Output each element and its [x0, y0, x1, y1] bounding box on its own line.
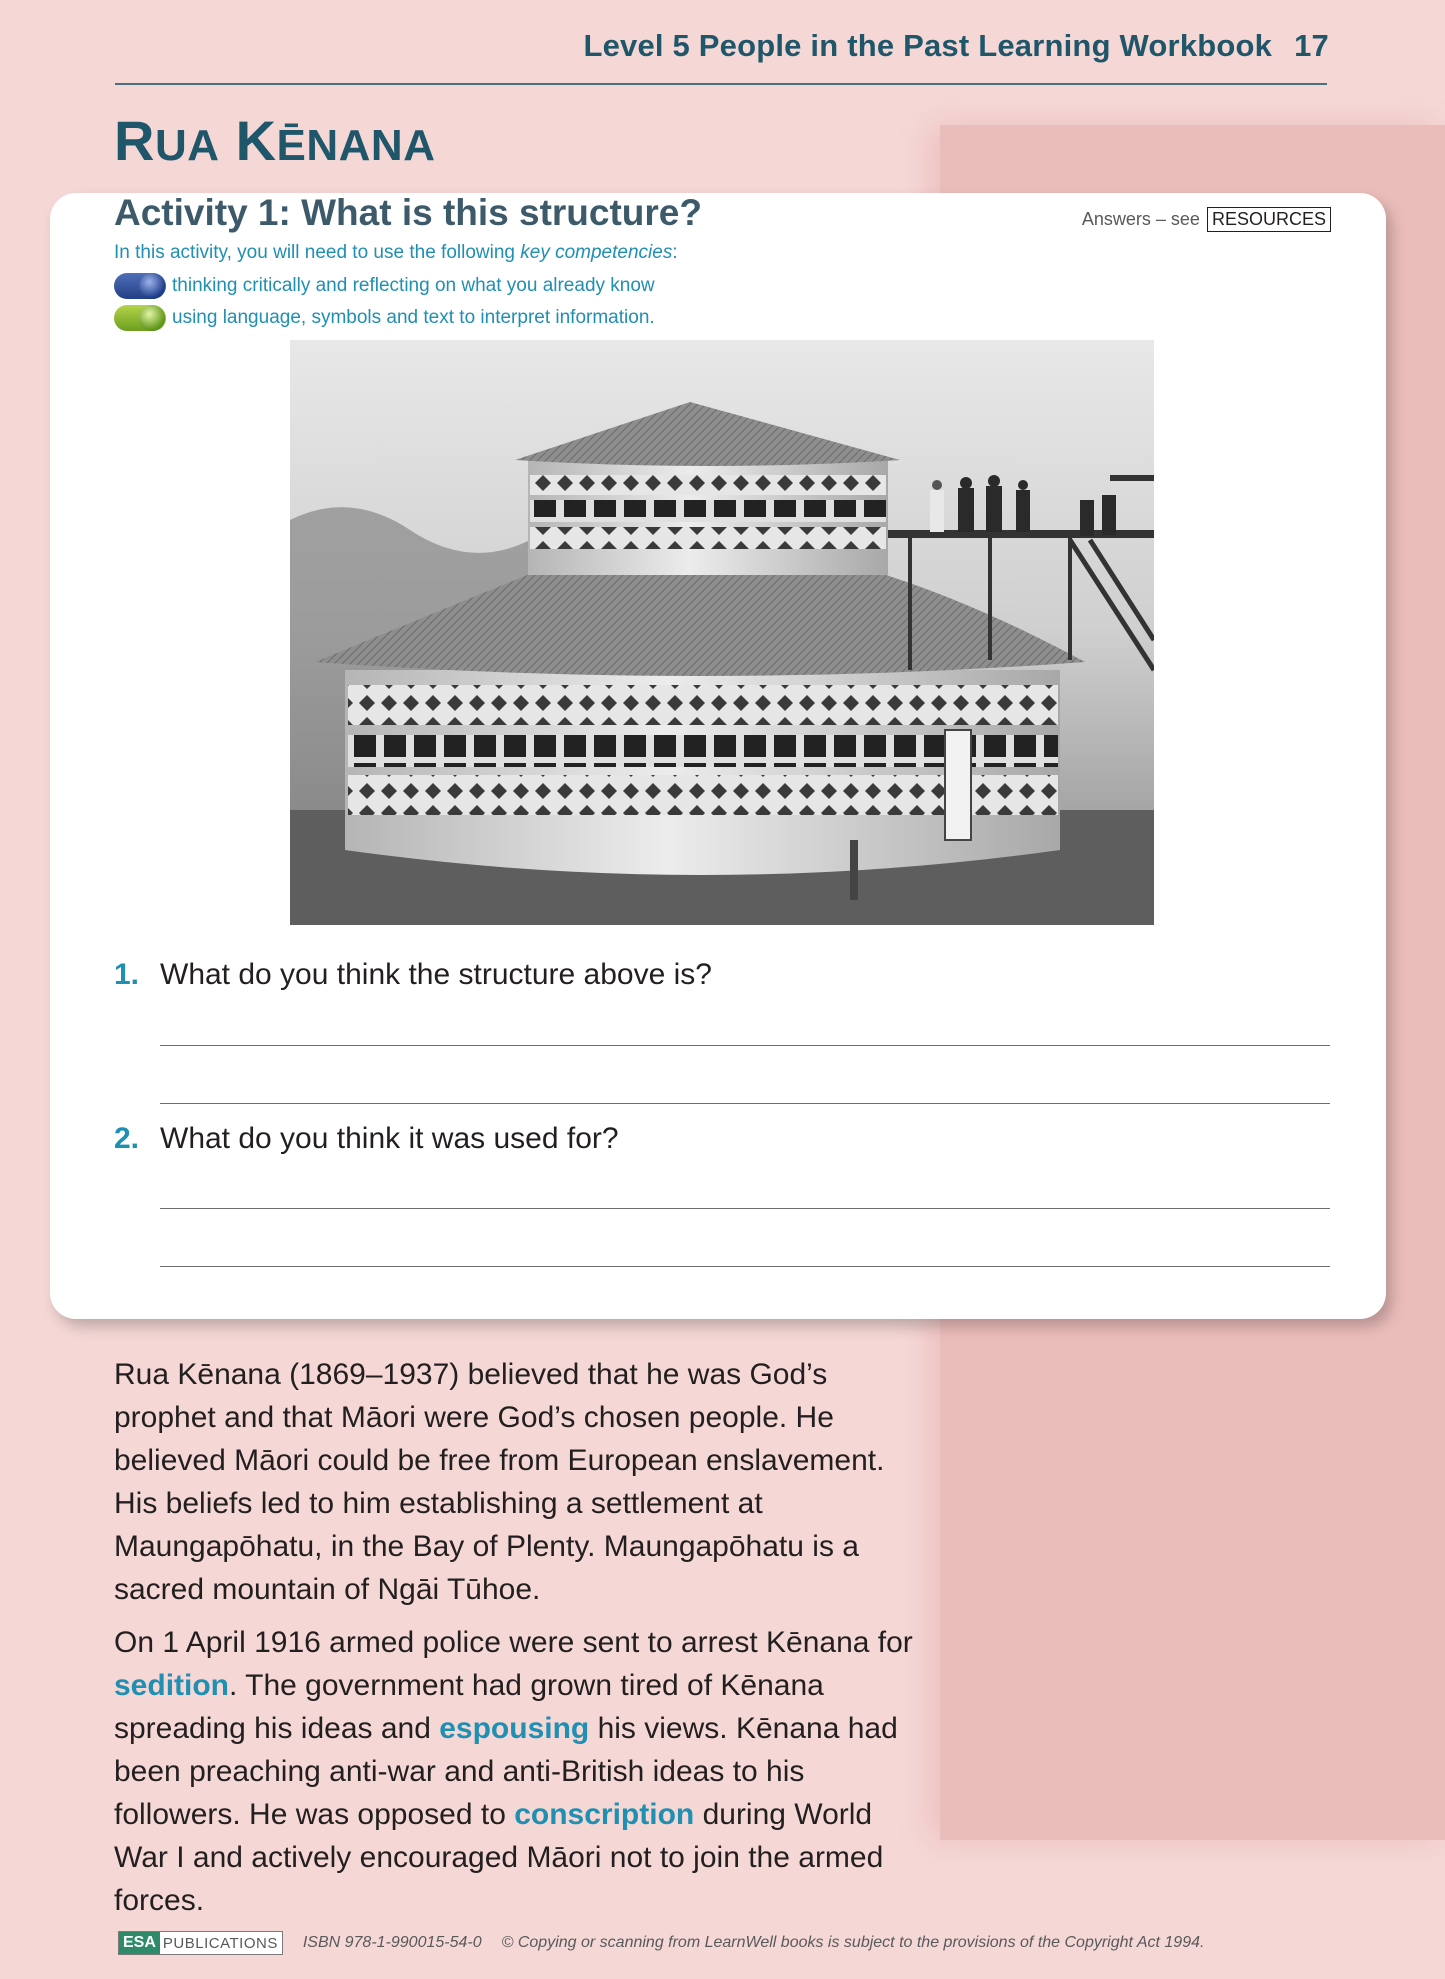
resources-box: RESOURCES	[1207, 207, 1331, 232]
page-title: RUA KĒNANA	[114, 109, 436, 172]
isbn: ISBN 978-1-990015-54-0	[302, 1934, 482, 1951]
body-text	[114, 1353, 924, 1932]
competencies-intro: In this activity, you will need to use the following key competencies:	[114, 242, 678, 263]
language-competency-icon	[114, 305, 166, 331]
answers-reference: Answers – see RESOURCES	[1082, 207, 1331, 232]
keyword-espousing: espousing	[439, 1712, 590, 1745]
keyword-sedition: sedition	[114, 1669, 230, 1702]
competency-thinking: thinking critically and reflecting on what you already know	[114, 272, 655, 300]
header-divider	[115, 83, 1327, 85]
answer-line-2b[interactable]	[160, 1266, 1330, 1267]
question-1: 1. What do you think the structure above is?	[114, 958, 712, 991]
workbook-title: Level 5 People in the Past Learning Workbook	[583, 28, 1273, 63]
copyright-notice: © Copying or scanning from LearnWell books is subject to the provisions of the Copyright Act 1994.	[501, 1934, 1205, 1951]
esa-publications-logo: ESA PUBLICATIONS	[118, 1931, 283, 1955]
answer-line-1a[interactable]	[160, 1045, 1330, 1046]
paragraph-1: Rua Kēnana (1869–1937) believed that he was God’s prophet and that Māori were God’s chosen people. He believed Māori could be free from European enslavement. His beliefs led to him establishing a settlement at Maungapōhatu, in the Bay of Plenty. Maungapōhatu is a sacred mountain of Ngāi Tūhoe.	[114, 1358, 885, 1606]
keyword-conscription: conscription	[514, 1798, 695, 1831]
answer-line-1b[interactable]	[160, 1103, 1330, 1104]
question-2: 2. What do you think it was used for?	[114, 1122, 619, 1155]
competency-language: using language, symbols and text to interpret information.	[114, 304, 655, 332]
building-photo-illustration	[290, 340, 1154, 925]
footer	[118, 1930, 1204, 1956]
running-header	[583, 28, 1329, 64]
page-number: 17	[1294, 28, 1329, 63]
thinking-competency-icon	[114, 273, 166, 299]
answer-line-2a[interactable]	[160, 1208, 1330, 1209]
paragraph-2: On 1 April 1916 armed police were sent to arrest Kēnana for sedition. The government had grown tired of Kēnana spreading his ideas and espousing his views. Kēnana had been preaching anti-war and anti-British ideas to his followers. He was opposed to conscription during World War I and actively encouraged Māori not to join the armed forces.	[114, 1626, 913, 1917]
historical-photo-round-building	[290, 340, 1154, 925]
activity-title: Activity 1: What is this structure?	[114, 192, 702, 233]
